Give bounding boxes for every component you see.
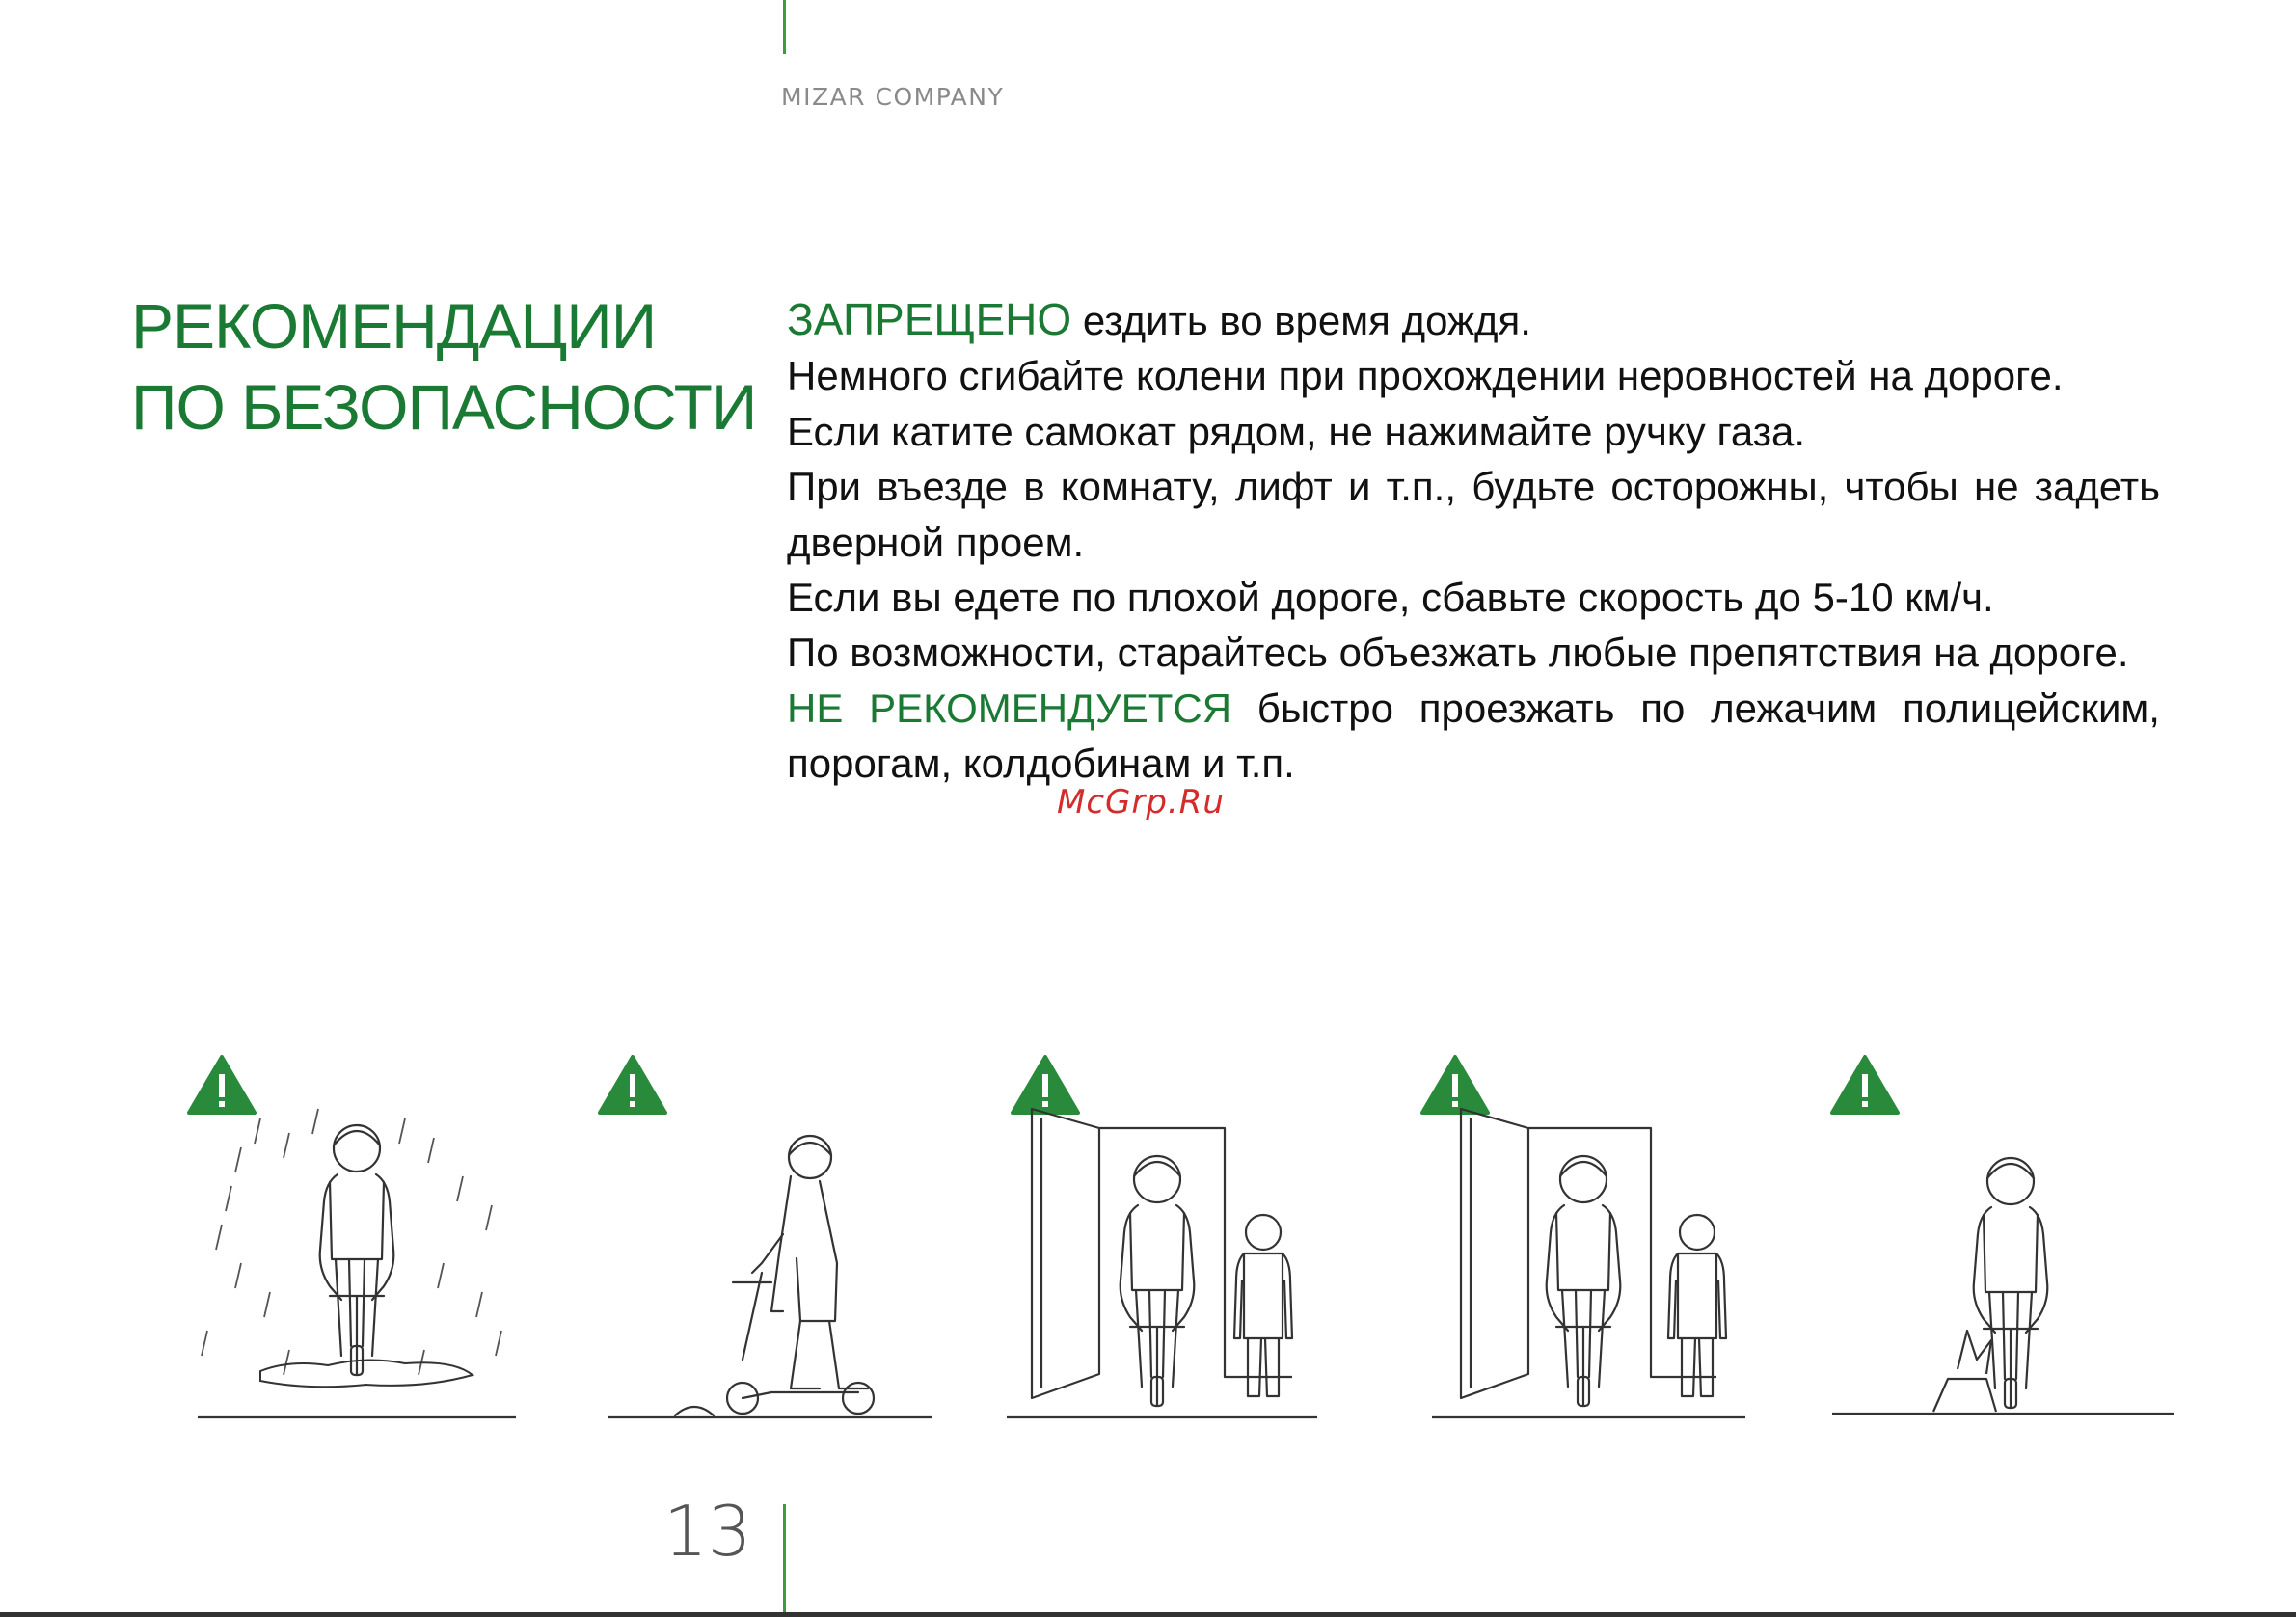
illustration-bump — [600, 1057, 932, 1417]
company-name: MIZAR COMPANY — [781, 83, 1005, 111]
page-title-line-1: РЕКОМЕНДАЦИИ — [131, 290, 657, 362]
page-number: 13 — [663, 1491, 752, 1572]
illustration-doorway-1 — [1007, 1057, 1317, 1417]
warning-triangle-icon — [189, 1057, 255, 1113]
rule-throttle: Если катите самокат рядом, не нажимайте ручку газа. — [787, 408, 1806, 454]
forbidden-label: ЗАПРЕЩЕНО — [787, 294, 1072, 344]
warning-triangle-icon — [1422, 1057, 1488, 1113]
warning-triangle-icon — [600, 1057, 665, 1113]
not-recommended-label: НЕ РЕКОМЕНДУЕТСЯ — [787, 685, 1232, 731]
rule-speed: Если вы едете по плохой дороге, сбавьте скорость до 5-10 км/ч. — [787, 575, 1994, 621]
rule-knees: Немного сгибайте колени при прохождении неровностей на дороге. — [787, 353, 2064, 399]
page-title-line-2: ПО БЕЗОПАСНОСТИ — [131, 371, 757, 443]
illustration-obstacle — [1832, 1057, 2174, 1414]
page-bottom-rule — [0, 1612, 2296, 1617]
rule-rain: ЗАПРЕЩЕНО ездить во время дождя. — [787, 294, 1531, 344]
illustration-doorway-2 — [1422, 1057, 1745, 1417]
rule-obstacles: По возможности, старайтесь объезжать любые препятствия на дороге. — [787, 630, 2129, 676]
safety-text — [787, 292, 2160, 792]
warning-triangle-icon — [1832, 1057, 1898, 1113]
warning-triangle-icon — [1013, 1057, 1078, 1113]
page-title — [131, 285, 756, 447]
rule-doorway: При въезде в комнату, лифт и т.п., будьте осторожны, чтобы не задеть дверной проем. — [787, 464, 2160, 565]
top-divider-line — [783, 0, 786, 54]
bottom-divider-line — [783, 1504, 786, 1617]
watermark: McGrp.Ru — [1057, 783, 1225, 822]
safety-illustrations — [0, 1041, 2296, 1446]
rule-bumps: НЕ РЕКОМЕНДУЕТСЯ быстро проезжать по лежачим полицейским, порогам, колдобинам и т.п. — [787, 685, 2160, 787]
illustration-rain — [189, 1057, 516, 1417]
